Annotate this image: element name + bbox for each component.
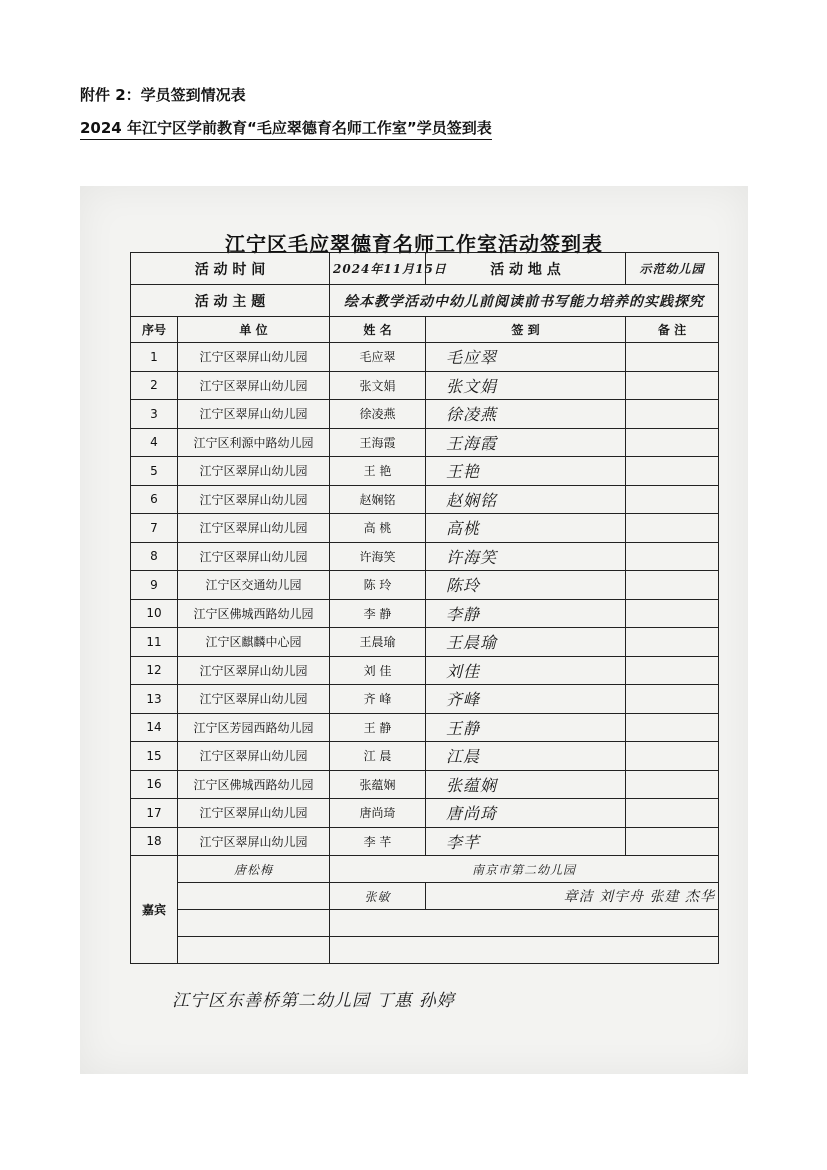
- row-number: 8: [131, 542, 178, 571]
- place-label: 活 动 地 点: [426, 253, 626, 285]
- col-no-header: 序号: [131, 317, 178, 343]
- signin-sheet-photo: [80, 186, 748, 1074]
- row-number: 16: [131, 770, 178, 799]
- row-note: [626, 827, 719, 856]
- activity-theme-row: [131, 285, 719, 317]
- table-row: [131, 457, 719, 486]
- time-value: 2024年11月15日: [330, 253, 426, 285]
- row-signature: 李芊: [426, 827, 626, 856]
- row-signature: 王静: [426, 713, 626, 742]
- guest-1-unit: 南京市第二幼儿园: [330, 856, 719, 883]
- col-unit-header: 单 位: [178, 317, 330, 343]
- row-name: 高 桃: [330, 514, 426, 543]
- row-note: [626, 571, 719, 600]
- theme-label: 活 动 主 题: [131, 285, 330, 317]
- attachment-heading: 附件 2：学员签到情况表: [80, 86, 246, 104]
- row-signature: 张蕴娴: [426, 770, 626, 799]
- row-unit: 江宁区翠屏山幼儿园: [178, 485, 330, 514]
- row-note: [626, 713, 719, 742]
- table-row: [131, 713, 719, 742]
- row-signature: 王海霞: [426, 428, 626, 457]
- row-note: [626, 343, 719, 372]
- row-name: 张蕴娴: [330, 770, 426, 799]
- row-signature: 张文娟: [426, 371, 626, 400]
- row-unit: 江宁区交通幼儿园: [178, 571, 330, 600]
- row-number: 3: [131, 400, 178, 429]
- row-name: 王 艳: [330, 457, 426, 486]
- row-signature: 王晨瑜: [426, 628, 626, 657]
- table-row: [131, 656, 719, 685]
- row-note: [626, 799, 719, 828]
- row-number: 10: [131, 599, 178, 628]
- time-label: 活 动 时 间: [131, 253, 330, 285]
- table-row: [131, 571, 719, 600]
- row-unit: 江宁区翠屏山幼儿园: [178, 400, 330, 429]
- row-name: 王 静: [330, 713, 426, 742]
- signin-table: [130, 252, 719, 964]
- row-note: [626, 770, 719, 799]
- row-name: 赵娴铭: [330, 485, 426, 514]
- guest-empty-cell: [330, 910, 719, 937]
- row-name: 唐尚琦: [330, 799, 426, 828]
- row-number: 7: [131, 514, 178, 543]
- row-note: [626, 685, 719, 714]
- row-name: 张文娟: [330, 371, 426, 400]
- row-unit: 江宁区芳园西路幼儿园: [178, 713, 330, 742]
- row-unit: 江宁区翠屏山幼儿园: [178, 371, 330, 400]
- row-name: 李 静: [330, 599, 426, 628]
- row-note: [626, 428, 719, 457]
- place-value: 示范幼儿园: [626, 253, 719, 285]
- table-row: [131, 400, 719, 429]
- row-name: 王海霞: [330, 428, 426, 457]
- guest-2-others: 章洁 刘宇舟 张建 杰华: [426, 883, 719, 910]
- row-note: [626, 656, 719, 685]
- row-unit: 江宁区翠屏山幼儿园: [178, 542, 330, 571]
- row-signature: 江晨: [426, 742, 626, 771]
- row-signature: 唐尚琦: [426, 799, 626, 828]
- row-unit: 江宁区麒麟中心园: [178, 628, 330, 657]
- row-note: [626, 485, 719, 514]
- row-note: [626, 514, 719, 543]
- table-row: [131, 542, 719, 571]
- row-number: 13: [131, 685, 178, 714]
- col-note-header: 备 注: [626, 317, 719, 343]
- row-unit: 江宁区翠屏山幼儿园: [178, 799, 330, 828]
- guest-label: 嘉宾: [131, 856, 178, 964]
- document-title: 2024 年江宁区学前教育“毛应翠德育名师工作室”学员签到表: [80, 117, 492, 140]
- row-name: 毛应翠: [330, 343, 426, 372]
- row-unit: 江宁区翠屏山幼儿园: [178, 514, 330, 543]
- row-number: 5: [131, 457, 178, 486]
- guest-row: [131, 910, 719, 937]
- row-unit: 江宁区佛城西路幼儿园: [178, 770, 330, 799]
- row-note: [626, 628, 719, 657]
- row-unit: 江宁区利源中路幼儿园: [178, 428, 330, 457]
- sheet-title: 江宁区毛应翠德育名师工作室活动签到表: [225, 232, 603, 256]
- row-signature: 徐凌燕: [426, 400, 626, 429]
- table-row: [131, 485, 719, 514]
- row-number: 14: [131, 713, 178, 742]
- theme-value: 绘本教学活动中幼儿前阅读前书写能力培养的实践探究: [330, 285, 719, 317]
- guest-row: [131, 937, 719, 964]
- table-row: [131, 742, 719, 771]
- row-signature: 王艳: [426, 457, 626, 486]
- table-row: [131, 371, 719, 400]
- row-name: 江 晨: [330, 742, 426, 771]
- table-row: [131, 628, 719, 657]
- guest-empty-cell: [178, 910, 330, 937]
- row-signature: 高桃: [426, 514, 626, 543]
- row-note: [626, 400, 719, 429]
- row-signature: 许海笑: [426, 542, 626, 571]
- row-number: 9: [131, 571, 178, 600]
- guest-row: [131, 883, 719, 910]
- guest-empty-cell: [178, 937, 330, 964]
- row-name: 齐 峰: [330, 685, 426, 714]
- table-row: [131, 599, 719, 628]
- table-row: [131, 343, 719, 372]
- row-number: 18: [131, 827, 178, 856]
- row-unit: 江宁区翠屏山幼儿园: [178, 827, 330, 856]
- guest-2-name: 张敏: [330, 883, 426, 910]
- row-number: 6: [131, 485, 178, 514]
- col-sign-header: 签 到: [426, 317, 626, 343]
- row-note: [626, 742, 719, 771]
- row-number: 15: [131, 742, 178, 771]
- column-header-row: [131, 317, 719, 343]
- row-signature: 齐峰: [426, 685, 626, 714]
- row-number: 12: [131, 656, 178, 685]
- row-unit: 江宁区佛城西路幼儿园: [178, 599, 330, 628]
- row-unit: 江宁区翠屏山幼儿园: [178, 685, 330, 714]
- row-number: 2: [131, 371, 178, 400]
- row-number: 11: [131, 628, 178, 657]
- row-name: 刘 佳: [330, 656, 426, 685]
- row-name: 陈 玲: [330, 571, 426, 600]
- col-name-header: 姓 名: [330, 317, 426, 343]
- row-name: 徐凌燕: [330, 400, 426, 429]
- row-note: [626, 371, 719, 400]
- guest-1-name: 唐松梅: [178, 856, 330, 883]
- row-number: 1: [131, 343, 178, 372]
- guest-empty-cell: [178, 883, 330, 910]
- row-unit: 江宁区翠屏山幼儿园: [178, 343, 330, 372]
- footer-handwritten-sign: 江宁区东善桥第二幼儿园 丁惠 孙婷: [172, 991, 455, 1011]
- row-name: 王晨瑜: [330, 628, 426, 657]
- table-row: [131, 685, 719, 714]
- row-signature: 刘佳: [426, 656, 626, 685]
- activity-time-row: [131, 253, 719, 285]
- row-note: [626, 542, 719, 571]
- table-row: [131, 428, 719, 457]
- row-note: [626, 457, 719, 486]
- row-number: 4: [131, 428, 178, 457]
- table-row: [131, 827, 719, 856]
- guest-empty-cell: [330, 937, 719, 964]
- table-row: [131, 770, 719, 799]
- table-row: [131, 514, 719, 543]
- table-row: [131, 799, 719, 828]
- row-name: 许海笑: [330, 542, 426, 571]
- row-unit: 江宁区翠屏山幼儿园: [178, 457, 330, 486]
- row-signature: 李静: [426, 599, 626, 628]
- row-number: 17: [131, 799, 178, 828]
- row-unit: 江宁区翠屏山幼儿园: [178, 742, 330, 771]
- row-signature: 赵娴铭: [426, 485, 626, 514]
- guest-row: [131, 856, 719, 883]
- row-signature: 陈玲: [426, 571, 626, 600]
- row-name: 李 芊: [330, 827, 426, 856]
- row-unit: 江宁区翠屏山幼儿园: [178, 656, 330, 685]
- row-signature: 毛应翠: [426, 343, 626, 372]
- row-note: [626, 599, 719, 628]
